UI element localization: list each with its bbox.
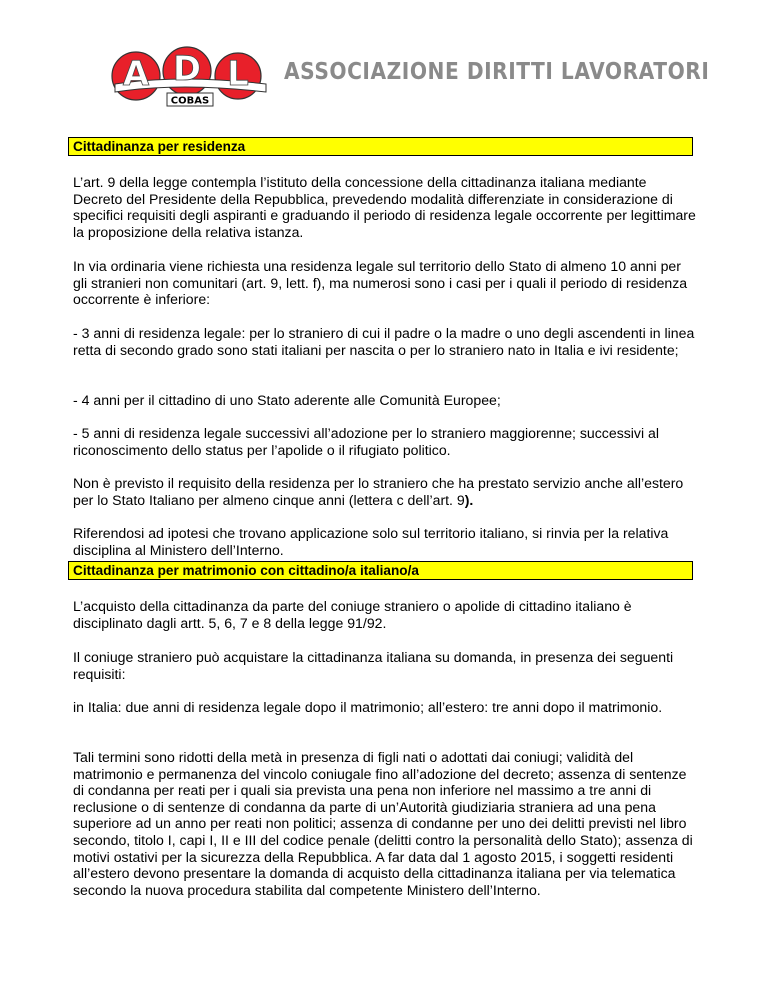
section-title-matrimonio: Cittadinanza per matrimonio con cittadino/a italiano/a — [68, 561, 693, 580]
paragraph-6-closing: ). — [464, 491, 474, 508]
paragraph-11: Tali termini sono ridotti della metà in presenza di figli nati o adottati dai coniugi; validità del matrimonio e permanenza del vincolo coniugale fino all’adozione del decreto; assenza di sentenze di condanna per reati per i quali sia prevista una pena non inferiore nel massimo a tre anni di reclusione o di sentenze di condanna da parte di un’Autorità giudiziaria straniera ad una pena superiore ad un anno per reati non politici; assenza di condanne per uno dei delitti previsti nel libro secondo, titolo I, capi I, II e III del codice penale (delitti contro la personalità dello Stato); assenza di motivi ostativi per la sicurezza della Repubblica. A far data dal 1 agosto 2015, i soggetti residenti all’estero devono presentare la domanda di acquisto della cittadinanza italiana per via telematica secondo la nuova procedura stabilita dal competente Ministero dell’Interno. — [73, 749, 693, 898]
org-name: ASSOCIAZIONE DIRITTI LAVORATORI — [284, 57, 710, 85]
logo-letter-l: L — [227, 54, 249, 94]
section-title-residenza: Cittadinanza per residenza — [68, 137, 693, 156]
adl-cobas-logo — [110, 40, 270, 110]
paragraph-9: Il coniuge straniero può acquistare la cittadinanza italiana su domanda, in presenza dei seguenti requisiti: — [73, 649, 674, 682]
paragraph-5: - 5 anni di residenza legale successivi all’adozione per lo straniero maggiorenne; successivi al riconoscimento dello status per l’apolide o il rifugiato politico. — [73, 425, 659, 458]
paragraph-3: - 3 anni di residenza legale: per lo straniero di cui il padre o la madre o uno degli ascendenti in linea retta di secondo grado sono stati italiani per nascita o per lo straniero nato in Italia e ivi residente; — [73, 325, 695, 358]
paragraph-6-text: Non è previsto il requisito della residenza per lo straniero che ha prestato servizio anche all’estero per lo Stato Italiano per almeno cinque anni (lettera c dell’art. 9 — [73, 475, 684, 508]
logo-cobas-text: COBAS — [170, 95, 210, 107]
paragraph-8: L’acquisto della cittadinanza da parte del coniuge straniero o apolide di cittadino italiano è disciplinato dagli artt. 5, 6, 7 e 8 della legge 91/92. — [73, 598, 632, 631]
paragraph-4: - 4 anni per il cittadino di uno Stato aderente alle Comunità Europee; — [73, 392, 501, 408]
paragraph-10: in Italia: due anni di residenza legale dopo il matrimonio; all’estero: tre anni dopo il matrimonio. — [73, 699, 663, 715]
header-logo — [110, 40, 710, 110]
paragraph-1: L’art. 9 della legge contempla l’istituto della concessione della cittadinanza italiana mediante Decreto del Presidente della Repubblica, prevedendo modalità differenziate in considerazione di specifici requisiti degli aspiranti e graduando il periodo di residenza legale occorrente per legittimare la proposizione della relativa istanza. — [73, 174, 696, 240]
paragraph-6 — [73, 475, 698, 508]
paragraph-7: Riferendosi ad ipotesi che trovano applicazione solo sul territorio italiano, si rinvia per la relativa disciplina al Ministero dell’Interno. — [73, 525, 669, 558]
logo-letter-a: A — [122, 54, 150, 94]
logo-letter-d: D — [172, 49, 202, 89]
paragraph-2: In via ordinaria viene richiesta una residenza legale sul territorio dello Stato di almeno 10 anni per gli stranieri non comunitari (art. 9, lett. f), ma numerosi sono i casi per i quali il periodo di residenza occorrente è inferiore: — [73, 258, 688, 308]
